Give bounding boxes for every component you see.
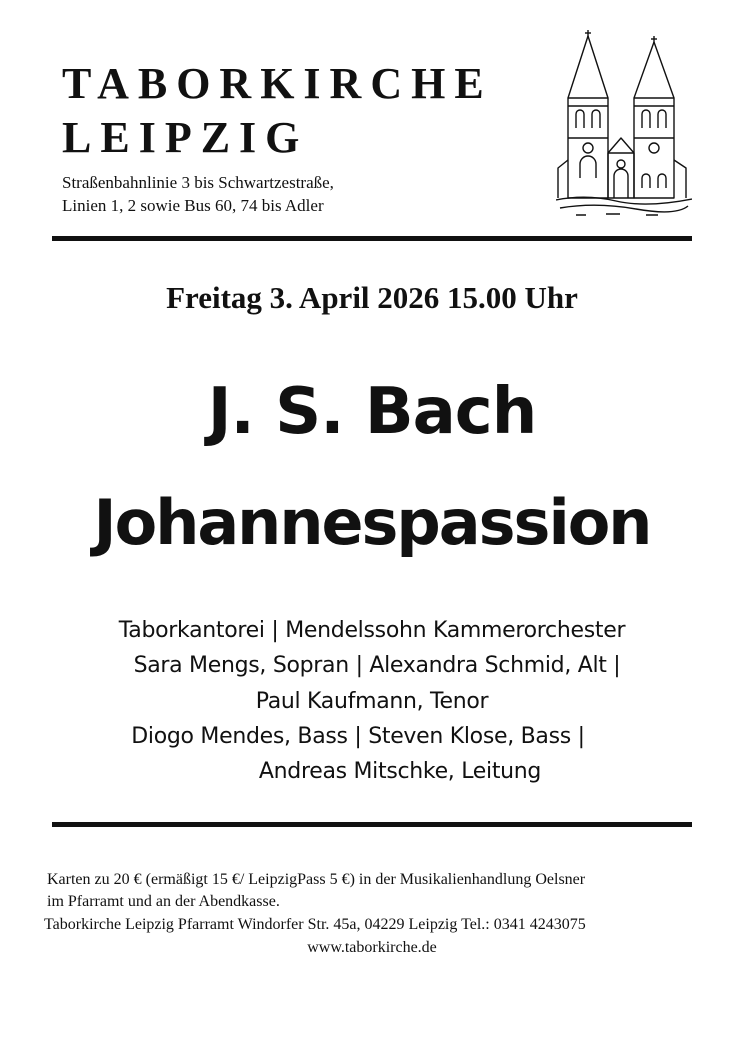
transit-info-line2: Linien 1, 2 sowie Bus 60, 74 bis Adler (62, 196, 324, 215)
divider-top (52, 236, 692, 241)
website-link[interactable]: www.taborkirche.de (307, 939, 437, 956)
church-name: TABORKIRCHE (62, 59, 493, 108)
composer-name: J. S. Bach (207, 375, 537, 449)
transit-info-line1: Straßenbahnlinie 3 bis Schwartzestraße, (62, 173, 334, 192)
performer-line: Paul Kaufmann, Tenor (255, 689, 489, 714)
performer-line: Sara Mengs, Sopran | Alexandra Schmid, Alt | (133, 653, 621, 678)
work-title: Johannespassion (93, 486, 651, 559)
event-date-time: Freitag 3. April 2026 15.00 Uhr (166, 280, 578, 315)
church-icon (556, 28, 692, 218)
performer-line: Taborkantorei | Mendelssohn Kammerorchester (118, 618, 626, 643)
divider-bottom (52, 822, 692, 827)
parish-address: Taborkirche Leipzig Pfarramt Windorfer Str. 45a, 04229 Leipzig Tel.: 0341 4243075 (44, 916, 586, 933)
city-name: LEIPZIG (62, 113, 309, 162)
ticket-info-line2: im Pfarramt und an der Abendkasse. (47, 893, 280, 910)
performer-line: Andreas Mitschke, Leitung (258, 759, 542, 784)
ticket-info-line1: Karten zu 20 € (ermäßigt 15 €/ LeipzigPass 5 €) in der Musikalienhandlung Oelsner (47, 871, 586, 888)
performer-line: Diogo Mendes, Bass | Steven Klose, Bass | (131, 724, 585, 749)
